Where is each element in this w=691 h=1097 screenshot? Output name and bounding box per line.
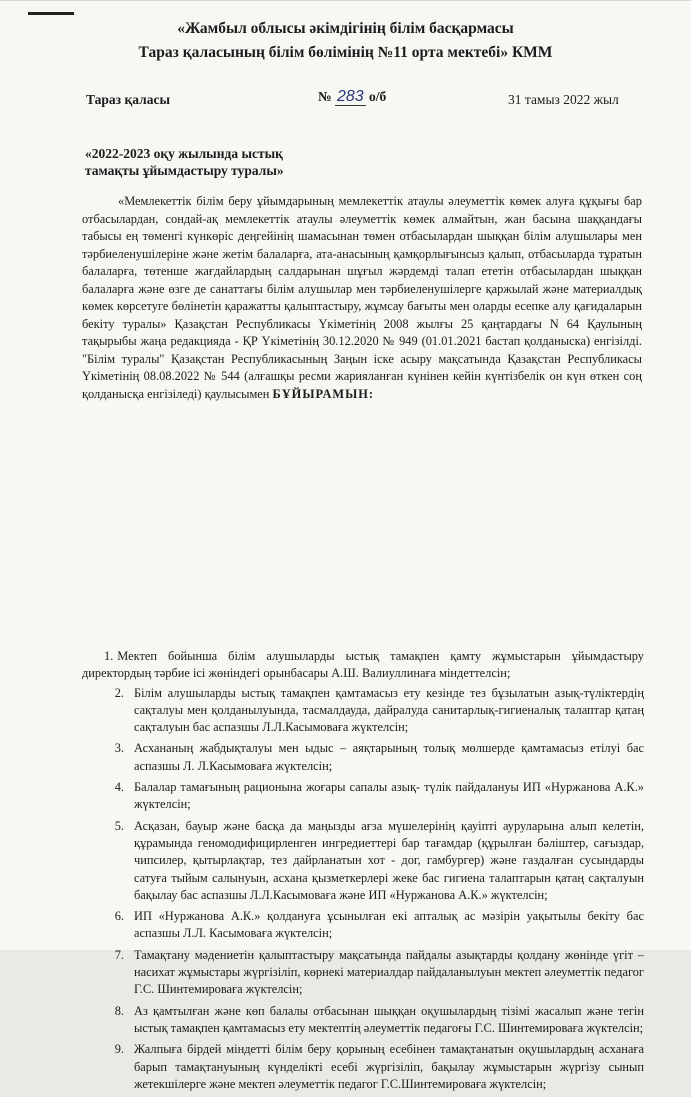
list-item	[82, 818, 644, 904]
corner-mark	[28, 12, 74, 15]
preamble-block	[82, 193, 642, 403]
item-text: Аз қамтылған және көп балалы отбасынан шыққан оқушылардың тізімі жасалып және тегін ыстық тамақпен қамтамасыз ету мектептің әлеуметтік педагоғы Г.С. Шинтемироваға жүктелсін;	[134, 1003, 644, 1035]
item-text: Мектеп бойынша білім алушыларды ыстық тамақпен қамту жұмыстарын ұйымдастыру директордың тәрбие ісі жөніндегі орынбасары А.Ш. Валиуллинаға міндеттелсін;	[82, 649, 644, 681]
number-suffix: о/б	[369, 89, 387, 104]
preamble-text: «Мемлекеттік білім беру ұйымдарының мемлекеттік атаулы әлеуметтік көмек алуға құқығы бар отбасылардан, сондай-ақ мемлекеттік атаулы әлеуметтік көмек алмайтын, жан басына шаққандағы табысы ең төменгі күнкөріс деңгейінің шамасынан төмен отбасылардан шыққан білім алушылары мен тәрбиеленушілеріне және жетім балаларға, ата-анасының қамқорлығынсыз қалып, отбасыларда тұратын балаларға, төтенше жағдайлардың салдарынан шұғыл жәрдемді талап ететін отбасылардан шыққан балаларға және өзге де санаттағы білім алушылар мен тәрбиеленушілерге қаржылай және материалдық көмек көрсетуге бөлінетін қаражатты қалыптастыру, жұмсау бағыты мен оларды есепке алу қағидаларын бекіту туралы» Қазақстан Республикасы Үкіметінің 2008 жылғы 25 қаңтардағы N 64 Қаулының тақырыбы жаңа редакцияда - ҚР Үкіметінің 30.12.2020 № 949 (01.01.2021 бастап қолданыска) енгізілді. "Білім туралы" Қазақстан Республикасының Заңын іске асыру мақсатында Қазақстан Республикасы Үкіметінің 08.08.2022 № 544 (алғашқы ресми жарияланған күнінен кейін күнтізбелік он күн өткен соң қолданысқа енгізіледі) қаулысымен	[82, 194, 642, 401]
number-value: 283	[336, 88, 364, 105]
item-number: 1.	[104, 649, 114, 663]
item-text: Балалар тамағының рационына жоғары сапалы азық- түлік пайдалануы ИП «Нуржанова А.К.» жүктелсін;	[134, 780, 644, 812]
item-text: Білім алушыларды ыстық тамақпен қамтамасыз ету кезінде тез бұзылатын азық-түліктердің сақталуы мен қолданылуында, тасмалдауда, дайралуда санитарлық-гигиеналық талаптар қатаң сақталуын бас аспазшы Л.Л.Касымоваға жүктелсін;	[134, 685, 644, 735]
item-text: Асқазан, бауыр және басқа да маңызды ағза мүшелерінің қауіпті ауруларына алып келетін, құрамында геномодифицирленген ингредиеттері бар тағамдар (құрылған бәліштер, сағыздар, чипсилер, қытырлақтар, тез дайрланатын хот - дог, гамбургер) және газдалған сусындарды сатуға тыйым салынуын, асхана қызметкерлері жеке бас гигиена талаптарын қатаң сақталуын бақылау бас аспазшы Л.Л.Касымоваға және ИП «Нуржанова А.К.» жүктелсін;	[134, 818, 644, 902]
number-label: №	[318, 89, 332, 104]
item-text: Тамақтану мәдениетін қалыптастыру мақсатында пайдалы азықтарды қолдану жөнінде үгіт – насихат жұмыстары жүргізіліп, көрнекі материалдар пайдаланылуын мектеп әлеуметтік педагог Г.С. Шинтемироваға жүктелсін;	[134, 947, 644, 997]
org-header-line-1: «Жамбыл облысы әкімдігінің білім басқармасы	[177, 20, 514, 37]
item-number: 2.	[114, 685, 124, 700]
subject-line-2: тамақты ұйымдастыру туралы»	[85, 163, 284, 178]
preamble-paragraph	[82, 193, 642, 403]
city: Тараз қаласы	[86, 92, 170, 107]
order-word: БҰЙЫРАМЫН:	[272, 386, 375, 401]
item-number: 8.	[114, 1003, 124, 1018]
document-subject	[85, 145, 284, 179]
list-item	[82, 648, 644, 683]
registration-number	[318, 88, 386, 106]
item-number: 9.	[114, 1042, 124, 1057]
order-items-list	[82, 648, 644, 1097]
item-text: Жалпыға бірдей міндетті білім беру қорының есебінен тамақтанатын оқушылардың асханаға барып тамақтануының күнделікті есебі жүргізіліп, бақылау жұмыстарын жүргізу сынып жетекшілерге және мектеп әлеуметтік педагог Г.С.Шинтемироваға жүктелсін;	[134, 1042, 644, 1091]
list-item	[82, 1003, 644, 1038]
list-item	[82, 740, 644, 775]
subject-line-1: «2022-2023 оқу жылында ыстық	[85, 146, 283, 161]
list-item	[82, 685, 644, 737]
item-text: ИП «Нуржанова А.К.» қолдануға ұсынылған екі апталық ас мәзірін уақытылы бекіту бас аспазшы Л.Л. Касымоваға жүктелсін;	[134, 909, 644, 941]
org-header-line-2: Тараз қаласының білім бөлімінің №11 орта мектебі» КММ	[138, 44, 553, 61]
item-number: 5.	[114, 818, 124, 833]
item-number: 3.	[114, 741, 124, 756]
list-item	[82, 779, 644, 814]
item-number: 6.	[114, 909, 124, 924]
page-edge	[0, 0, 691, 1]
list-item	[82, 1041, 644, 1093]
item-text: Асхананың жабдықталуы мен ыдыс – аяқтарының толық мөлшерде қамтамасыз етілуі бас аспазшы Л. Л.Касымоваға жүктелсін;	[134, 741, 644, 773]
document-date: 31 тамыз 2022 жыл	[508, 92, 619, 107]
item-number: 7.	[114, 947, 124, 962]
list-item	[82, 908, 644, 943]
list-item	[82, 947, 644, 999]
item-number: 4.	[114, 780, 124, 795]
